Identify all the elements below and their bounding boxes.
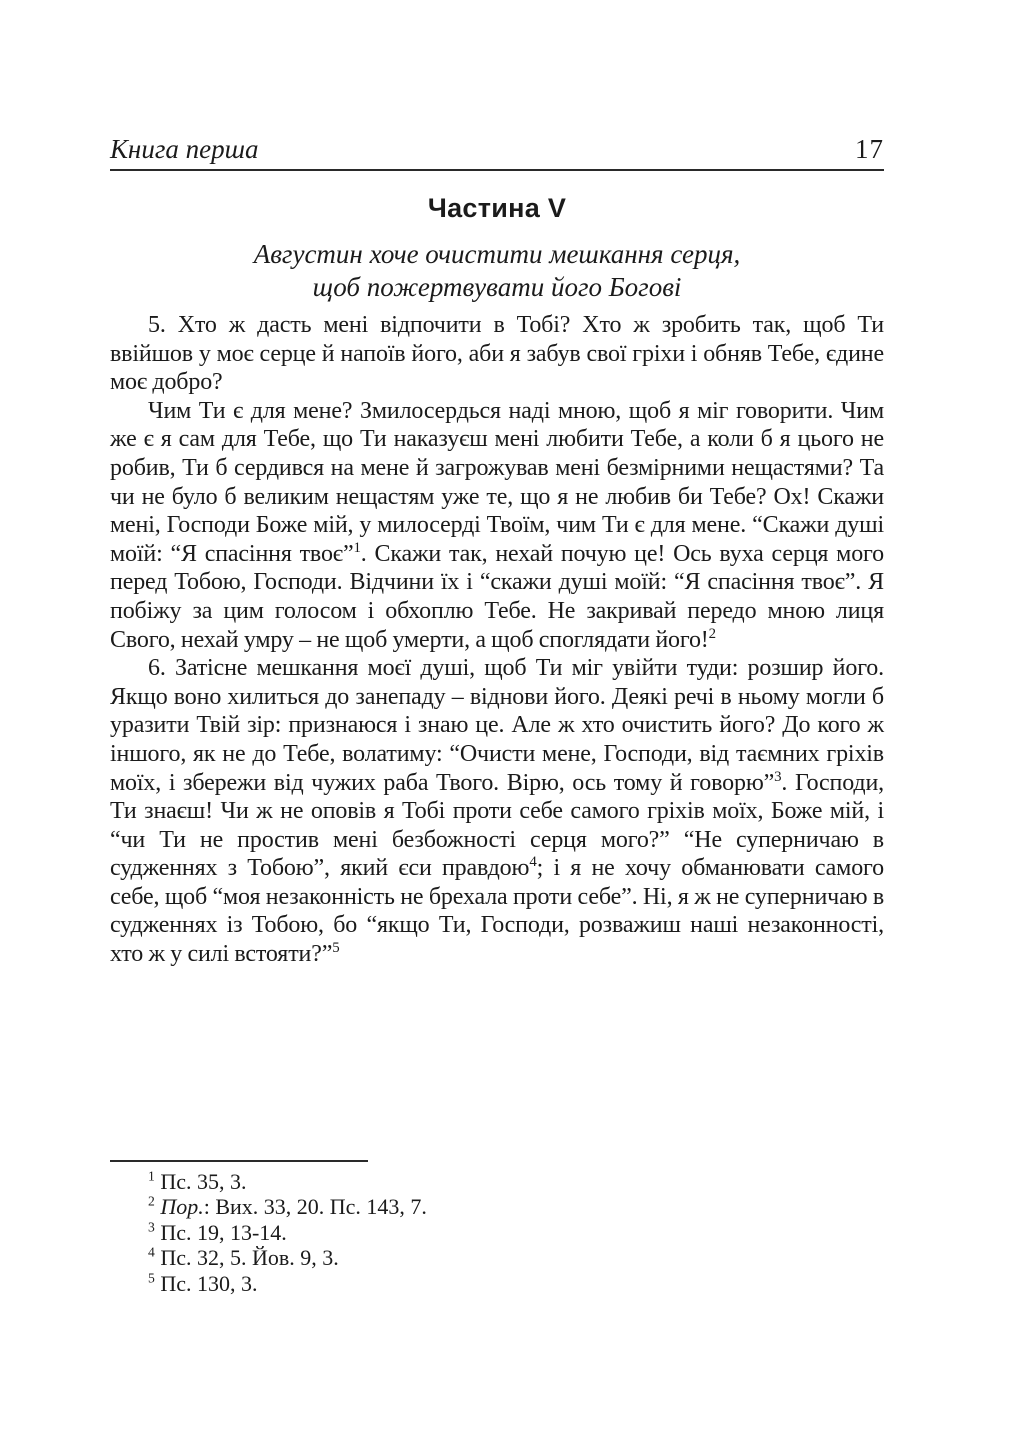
paragraph <box>110 397 884 654</box>
paragraph <box>110 654 884 969</box>
running-title: Книга перша <box>110 134 259 164</box>
footnote-marker: 5 <box>148 1270 155 1286</box>
footnote-item <box>148 1194 884 1219</box>
text-run: : Вих. 33, 20. Пс. 143, 7. <box>203 1194 427 1220</box>
footnote-item <box>148 1220 884 1245</box>
running-header <box>110 134 884 164</box>
subtitle-line-2: щоб пожертвувати його Богові <box>312 272 682 302</box>
page-number: 17 <box>855 134 884 164</box>
header-rule <box>110 169 884 171</box>
footnote-item <box>148 1271 884 1296</box>
text-run: Пс. 32, 5. Йов. 9, 3. <box>160 1245 339 1271</box>
footnote-marker: 1 <box>148 1168 155 1184</box>
footnote-reference: 1 <box>353 539 361 556</box>
footnote-block <box>110 1160 884 1296</box>
text-run: Пс. 35, 3. <box>160 1169 247 1194</box>
body-text <box>110 311 884 969</box>
paragraph <box>110 311 884 397</box>
footnote-reference: 3 <box>774 768 782 785</box>
footnote-item <box>148 1169 884 1194</box>
chapter-subtitle <box>110 238 884 304</box>
footnote-reference: 4 <box>529 854 537 871</box>
footnote-reference: 5 <box>332 940 340 957</box>
part-title: Частина V <box>427 193 567 223</box>
text-run: . Господи, Ти знаєш! Чи ж не оповів я Тобі проти себе самого гріхів моїх, Боже мій, і “чи Ти не простив мені безбожності серця мого?” “Не суперничаю в судженнях з Тобою”, який єси правдою <box>110 769 884 882</box>
italic-text: Пор. <box>160 1194 204 1220</box>
text-run: 6. Затісне мешкання моєї душі, щоб Ти міг увійти туди: розшир його. Якщо воно хилиться до занепаду – віднови його. Деякі речі в ньому могли б уразити Твій зір: признаюся і знаю це. Але ж хто очистить його? До кого ж іншого, як не до Тебе, волатиму: “Очисти мене, Господи, від таємних гріхів моїх, і збережи від чужих раба Твого. Вірю, ось тому й говорю” <box>110 655 884 796</box>
text-run: . Скажи так, нехай почую це! Ось вуха серця мого перед Тобою, Господи. Відчини їх і “скажи душі моїй: “Я спасіння твоє”. Я побіжу за цим голосом і обхоплю Тебе. Не закривай передо мною лиця Свого, нехай умру – не щоб умерти, а щоб споглядати його! <box>110 540 884 653</box>
footnote-reference: 2 <box>708 625 716 642</box>
footnote-marker: 4 <box>148 1244 155 1260</box>
text-run: Пс. 19, 13-14. <box>160 1219 287 1245</box>
footnote-rule <box>110 1160 368 1162</box>
text-run: 5. Хто ж дасть мені відпочити в Тобі? Хто ж зробить так, щоб Ти ввійшов у моє серце й напоїв його, аби я забув свої гріхи і обняв Тебе, єдине моє добро? <box>110 312 884 396</box>
footnote-marker: 3 <box>148 1219 155 1235</box>
text-run: Чим Ти є для мене? Змилосердься наді мною, щоб я міг говорити. Чим же є я сам для Тебе, що Ти наказуєш мені любити Тебе, а коли б я цього не робив, Ти б сердився на мене й загрожував мені безмірними нещастями? Та чи не було б великим нещастям уже те, що я не любив би Тебе? Ох! Скажи мені, Господи Боже мій, у милосерді Твоїм, чим Ти є для мене. “Скажи душі моїй: “Я спасіння твоє” <box>110 397 884 567</box>
footnotes <box>110 1169 884 1296</box>
subtitle-line-1: Августин хоче очистити мешкання серця, <box>253 239 741 269</box>
footnote-marker: 2 <box>148 1194 155 1210</box>
text-run: Пс. 130, 3. <box>160 1270 258 1296</box>
footnote-item <box>148 1245 884 1270</box>
text-run: ; і я не хочу обманювати самого себе, щоб “моя незаконність не брехала проти себе”. Ні, я ж не суперничаю в судженнях із Тобою, бо “якщо Ти, Господи, розважиш наші незаконності, хто ж у силі встояти?” <box>110 855 885 968</box>
